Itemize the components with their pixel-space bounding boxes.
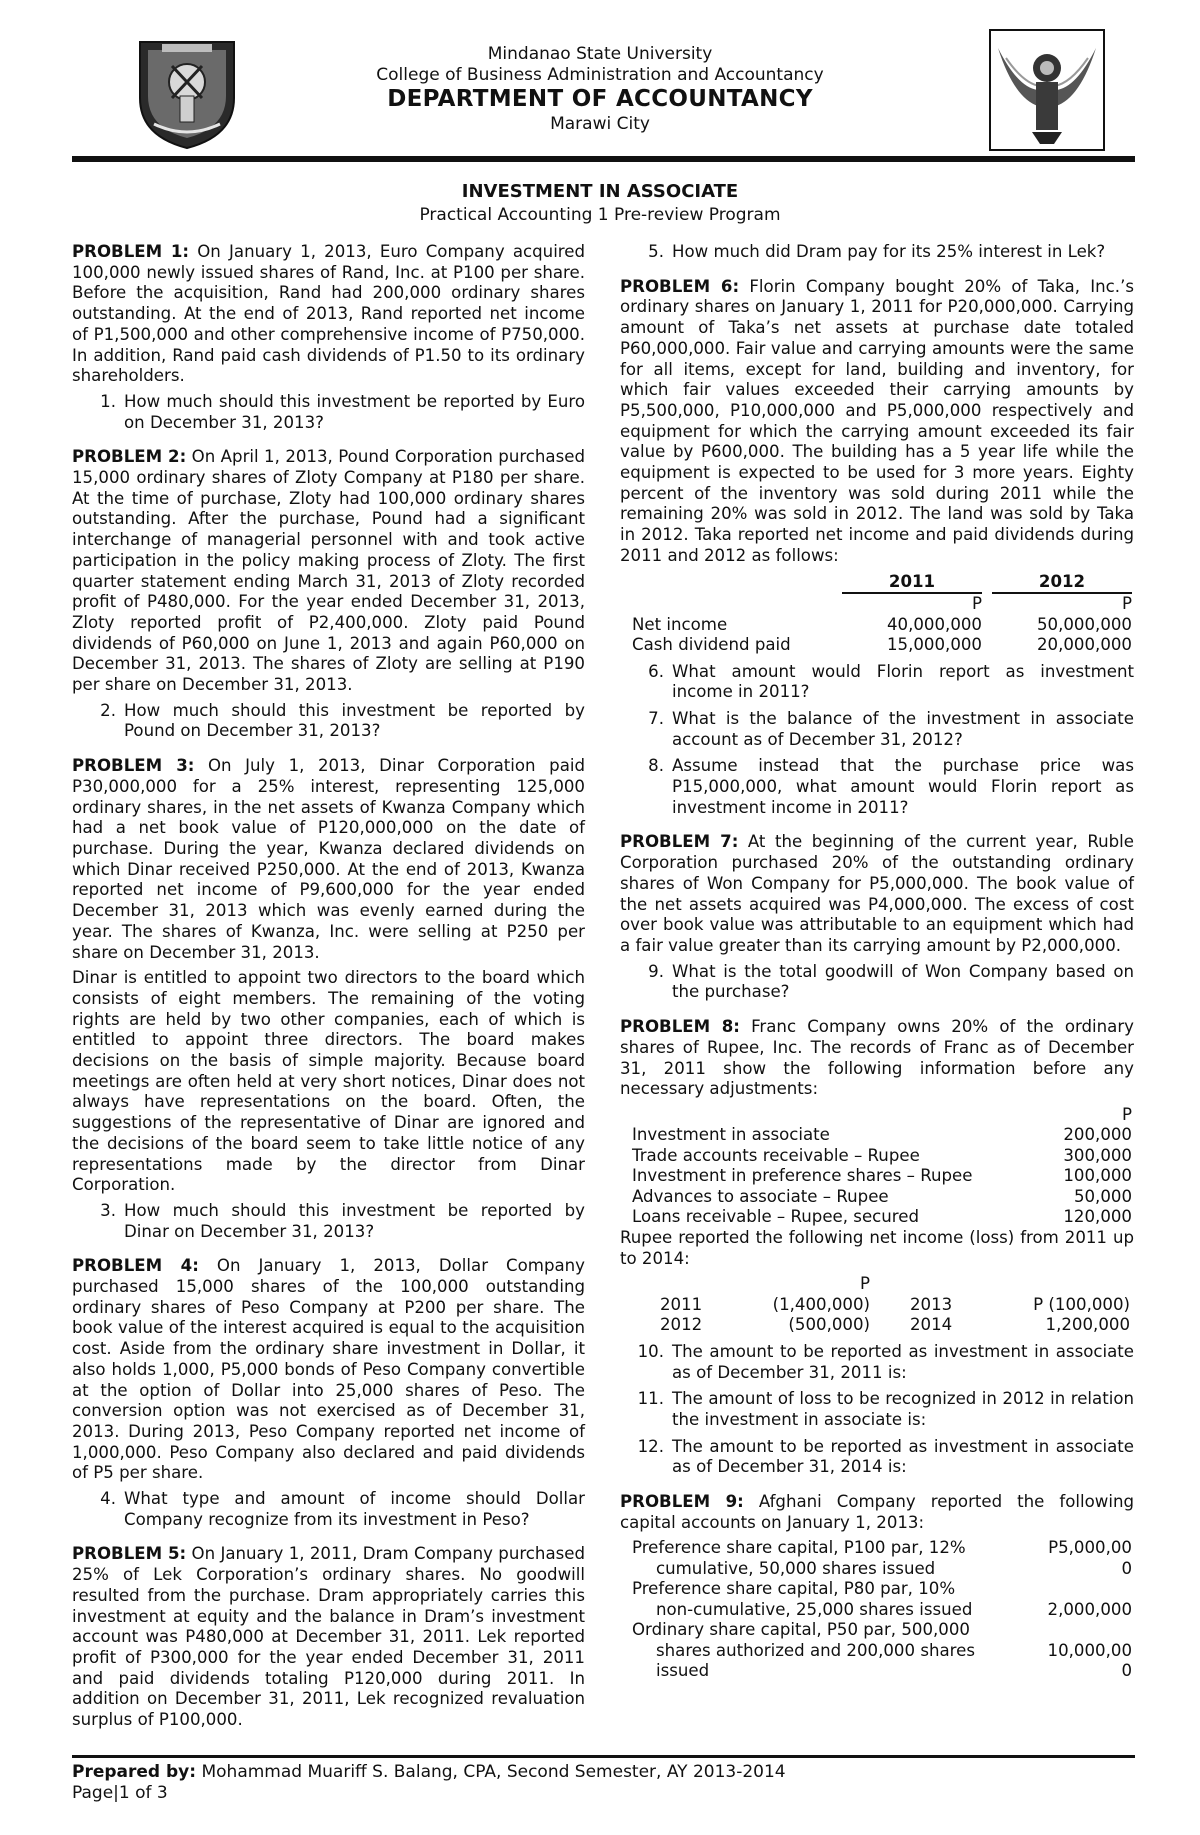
table-row <box>632 1559 1132 1580</box>
prepared-label: Prepared by: <box>72 1762 197 1782</box>
question-text: How much should this investment be reported by Euro on December 31, 2013? <box>124 391 585 432</box>
row-label: Trade accounts receivable – Rupee <box>632 1145 920 1165</box>
eagle-emblem-icon <box>988 28 1106 152</box>
row-label: Investment in associate <box>632 1125 830 1145</box>
table-row <box>632 635 1132 656</box>
question-6 <box>620 662 1134 703</box>
currency-label: P <box>1121 1104 1132 1124</box>
year-label: 2012 <box>660 1315 703 1335</box>
question-2 <box>72 701 585 742</box>
question-number: 12. <box>637 1436 664 1456</box>
cell-value: 50,000 <box>1073 1186 1132 1206</box>
question-number: 6. <box>648 661 664 681</box>
table-row <box>632 1641 1132 1662</box>
row-label: shares authorized and 200,000 shares <box>656 1640 975 1660</box>
cell-value: 100,000 <box>1063 1166 1132 1186</box>
cell-value: 10,000,00 <box>1047 1640 1132 1660</box>
row-label: cumulative, 50,000 shares issued <box>656 1558 936 1578</box>
row-label: Investment in preference shares – Rupee <box>632 1166 973 1186</box>
table-row <box>632 1207 1132 1228</box>
question-9 <box>620 962 1134 1003</box>
problem-6 <box>620 277 1134 567</box>
cell-value <box>1022 1579 1132 1600</box>
row-label: issued <box>656 1661 710 1681</box>
question-text: The amount to be reported as investment in associate as of December 31, 2011 is: <box>672 1341 1134 1382</box>
cell-value: (1,400,000) <box>772 1294 870 1314</box>
cell-value: (500,000) <box>788 1315 870 1335</box>
row-label: Ordinary share capital, P50 par, 500,000 <box>632 1620 970 1640</box>
cell-value: 120,000 <box>1063 1207 1132 1227</box>
problem-4 <box>72 1256 585 1484</box>
question-number: 3. <box>100 1200 116 1220</box>
currency-label: P <box>859 1274 870 1294</box>
taka-income-table <box>632 572 1132 656</box>
cell-value: 40,000,000 <box>886 614 982 634</box>
cell-value: 20,000,000 <box>1036 635 1132 655</box>
table-row <box>660 1315 1130 1336</box>
problem-5 <box>72 1544 585 1730</box>
question-1 <box>72 392 585 433</box>
table-row <box>632 615 1132 636</box>
question-3 <box>72 1201 585 1242</box>
table-row <box>632 1125 1132 1146</box>
question-number: 10. <box>637 1341 664 1361</box>
row-label: Cash dividend paid <box>632 635 791 655</box>
problem-7 <box>620 832 1134 956</box>
document-title: INVESTMENT IN ASSOCIATE <box>461 181 739 202</box>
problem-9 <box>620 1492 1134 1533</box>
cell-value: 1,200,000 <box>1045 1315 1130 1335</box>
problem-label: PROBLEM 3: <box>72 756 195 776</box>
cell-value: 0 <box>1121 1661 1132 1681</box>
question-10 <box>620 1342 1134 1383</box>
row-label: Preference share capital, P80 par, 10% <box>632 1579 956 1599</box>
row-label: Loans receivable – Rupee, secured <box>632 1207 920 1227</box>
city-name: Marawi City <box>550 114 650 134</box>
cell-value <box>1022 1620 1132 1641</box>
table-row <box>660 1295 1130 1316</box>
column-header: 2012 <box>992 572 1132 594</box>
problem-8-continued: Rupee reported the following net income (loss) from 2011 up to 2014: <box>620 1227 1134 1268</box>
cell-value: 200,000 <box>1063 1125 1132 1145</box>
question-text: The amount of loss to be recognized in 2012 in relation the investment in associate is: <box>672 1389 1134 1429</box>
problem-8 <box>620 1017 1134 1100</box>
franc-records-table <box>632 1105 1132 1228</box>
question-text: The amount to be reported as investment in associate as of December 31, 2014 is: <box>672 1436 1134 1477</box>
document-subtitle: Practical Accounting 1 Pre-review Program <box>419 205 781 225</box>
cell-value: 2,000,000 <box>1047 1599 1132 1619</box>
table-row <box>632 1166 1132 1187</box>
college-name: College of Business Administration and Accountancy <box>376 65 824 85</box>
question-number: 11. <box>637 1389 664 1409</box>
problem-label: PROBLEM 2: <box>72 447 187 467</box>
cell-value: P5,000,00 <box>1048 1538 1132 1558</box>
problem-label: PROBLEM 6: <box>620 276 740 296</box>
prepared-by-text: Mohammad Muariff S. Balang, CPA, Second Semester, AY 2013-2014 <box>201 1762 786 1782</box>
footer-rule <box>72 1755 1135 1758</box>
question-number: 7. <box>648 708 664 728</box>
question-7 <box>620 709 1134 750</box>
problem-3-continued: Dinar is entitled to appoint two directors to the board which consists of eight members. The remaining of the voting rights are held by two other companies, each of which is entitled to appoint three directors. The board makes decisions on the basis of simple majority. Because board meetings are often held at very short notices, Dinar does not always have representations on the board. Often, the suggestions of the representative of Dinar are ignored and the decisions of the board seem to take little notice of any representations made by the director from Dinar Corporation. <box>72 968 585 1195</box>
currency-label: P <box>971 594 982 614</box>
question-11 <box>620 1389 1134 1430</box>
question-number: 8. <box>648 756 664 776</box>
cell-value: 0 <box>1121 1558 1132 1578</box>
page-number: Page|1 of 3 <box>72 1783 168 1803</box>
question-5 <box>620 242 1134 263</box>
rupee-income-table <box>660 1274 1130 1336</box>
problem-text: Franc Company owns 20% of the ordinary shares of Rupee, Inc. The records of Franc as of December 31, 2011 show the following information before any necessary adjustments: <box>620 1017 1134 1099</box>
question-text: How much did Dram pay for its 25% interest in Lek? <box>672 242 1106 261</box>
cell-value: 50,000,000 <box>1036 614 1132 634</box>
problem-text: At the beginning of the current year, Ruble Corporation purchased 20% of the outstanding ordinary shares of Won Company for P5,000,000. The book value of the net assets acquired was P4,000,000. The excess of cost over book value was attributable to an equipment which had a fair value greater than its carrying amount by P2,000,000. <box>620 832 1134 955</box>
currency-label: P <box>1121 594 1132 614</box>
question-text: Assume instead that the purchase price was P15,000,000, what amount would Florin report as investment income in 2011? <box>672 756 1134 817</box>
problem-label: PROBLEM 1: <box>72 242 190 261</box>
row-label: non-cumulative, 25,000 shares issued <box>656 1599 973 1619</box>
question-number: 2. <box>100 700 116 720</box>
question-text: How much should this investment be reported by Dinar on December 31, 2013? <box>124 1200 585 1241</box>
cell-value: P (100,000) <box>1033 1294 1130 1314</box>
cell-value: 15,000,000 <box>886 635 982 655</box>
year-label: 2013 <box>910 1294 953 1314</box>
problem-text: On January 1, 2013, Dollar Company purchased 15,000 shares of the 100,000 outstanding ordinary shares of Peso Company at P200 per share. The book value of the interest acquired is equal to the acquisition cost. Aside from the ordinary share investment in Dollar, it also holds 1,000, P5,000 bonds of Peso Company convertible at the option of Dollar into 25,000 shares of Peso. The conversion option was not exercised as of December 31, 2013. During 2013, Peso Company reported net income of 1,000,000. Peso Company also declared and paid dividends of P5 per share. <box>72 1256 585 1483</box>
problem-label: PROBLEM 9: <box>620 1492 744 1512</box>
question-12 <box>620 1437 1134 1478</box>
question-text: What type and amount of income should Dollar Company recognize from its investment in Peso? <box>124 1489 585 1529</box>
table-row <box>632 1579 1132 1600</box>
university-name: Mindanao State University <box>487 44 713 64</box>
department-name: DEPARTMENT OF ACCOUNTANCY <box>387 86 813 112</box>
table-row <box>632 1146 1132 1167</box>
problem-text: On January 1, 2013, Euro Company acquired 100,000 newly issued shares of Rand, Inc. at P100 per share. Before the acquisition, Rand had 200,000 ordinary shares outstanding. At the end of 2013, Rand reported net income of P1,500,000 and other comprehensive income of P750,000. In addition, Rand paid cash dividends of P1.50 to its ordinary shareholders. <box>72 242 585 386</box>
problem-label: PROBLEM 5: <box>72 1544 187 1564</box>
question-text: What amount would Florin report as investment income in 2011? <box>672 661 1134 702</box>
table-row <box>632 1538 1132 1559</box>
problem-label: PROBLEM 4: <box>72 1256 199 1276</box>
question-text: What is the total goodwill of Won Company based on the purchase? <box>672 961 1134 1002</box>
row-label: Preference share capital, P100 par, 12% <box>632 1538 966 1558</box>
problem-text: On July 1, 2013, Dinar Corporation paid P30,000,000 for a 25% interest, representing 125,000 ordinary shares, in the net assets of Kwanza Company which had a net book value of P120,000,000 on the date of purchase. During the year, Kwanza declared dividends on which Dinar received P250,000. At the end of 2013, Kwanza reported net income of P9,600,000 for the year ended December 31, 2013 which was evenly earned during the year. The shares of Kwanza, Inc. were selling at P250 per share on December 31, 2013. <box>72 756 586 962</box>
question-number: 4. <box>100 1489 116 1509</box>
problem-3 <box>72 756 585 963</box>
problem-text: On April 1, 2013, Pound Corporation purchased 15,000 ordinary shares of Zloty Company at P180 per share. At the time of purchase, Zloty had 100,000 ordinary shares outstanding. After the purchase, Pound had a significant interchange of managerial personnel with and took active participation in the policy making process of Zloty. The first quarter statement ending March 31, 2013 of Zloty recorded profit of P480,000. For the year ended December 31, 2013, Zloty reported profit of P2,400,000. Zloty paid Pound dividends of P60,000 on June 1, 2013 and again P60,000 on December 31, 2013. The shares of Zloty are selling at P190 per share on December 31, 2013. <box>72 447 585 695</box>
question-8 <box>620 756 1134 818</box>
question-number: 5. <box>648 242 664 261</box>
header-rule <box>72 156 1135 162</box>
left-column <box>72 242 585 1736</box>
table-row <box>632 1661 1132 1682</box>
table-row <box>632 1620 1132 1641</box>
right-column <box>620 242 1134 1682</box>
question-text: What is the balance of the investment in associate account as of December 31, 2012? <box>672 708 1134 749</box>
problem-label: PROBLEM 8: <box>620 1017 740 1037</box>
problem-label: PROBLEM 7: <box>620 832 739 852</box>
column-header: 2011 <box>842 572 982 594</box>
year-label: 2011 <box>660 1294 703 1314</box>
table-row <box>632 1187 1132 1208</box>
problem-1 <box>72 242 585 387</box>
year-label: 2014 <box>910 1315 953 1335</box>
footer <box>72 1762 786 1804</box>
row-label: Net income <box>632 614 728 634</box>
capital-accounts-table <box>632 1538 1132 1682</box>
row-label: Advances to associate – Rupee <box>632 1186 889 1206</box>
university-seal-icon <box>132 36 242 151</box>
problem-text: Afghani Company reported the following capital accounts on January 1, 2013: <box>620 1492 1134 1532</box>
problem-text: Florin Company bought 20% of Taka, Inc.’s ordinary shares on January 1, 2011 for P20,000,000. Carrying amount of Taka’s net assets at purchase date totaled P60,000,000. Fair value and carrying amounts were the same for all items, except for land, building and inventory, for which fair values exceeded their carrying amounts by P5,500,000, P10,000,000 and P5,000,000 respectively and equipment for which the carrying amount exceeded its fair value by P600,000. The building has a 5 year life while the equipment is expected to be used for 3 more years. Eighty percent of the inventory was sold during 2011 while the remaining 20% was sold in 2012. The land was sold by Taka in 2012. Taka reported net income and paid dividends during 2011 and 2012 as follows: <box>620 276 1135 565</box>
question-number: 9. <box>648 961 664 981</box>
question-4 <box>72 1489 585 1530</box>
table-row <box>632 1600 1132 1621</box>
question-number: 1. <box>100 391 116 411</box>
problem-2 <box>72 447 585 695</box>
cell-value: 300,000 <box>1063 1145 1132 1165</box>
problem-text: On January 1, 2011, Dram Company purchased 25% of Lek Corporation’s ordinary shares. No goodwill resulted from the purchase. Dram appropriately carries this investment at equity and the balance in Dram’s investment account was P480,000 at December 31, 2011. Lek reported profit of P300,000 for the year ended December 31, 2011 and paid dividends totaling P120,000 during 2011. In addition on December 31, 2011, Lek recognized revaluation surplus of P100,000. <box>72 1544 585 1730</box>
question-text: How much should this investment be reported by Pound on December 31, 2013? <box>124 700 585 741</box>
